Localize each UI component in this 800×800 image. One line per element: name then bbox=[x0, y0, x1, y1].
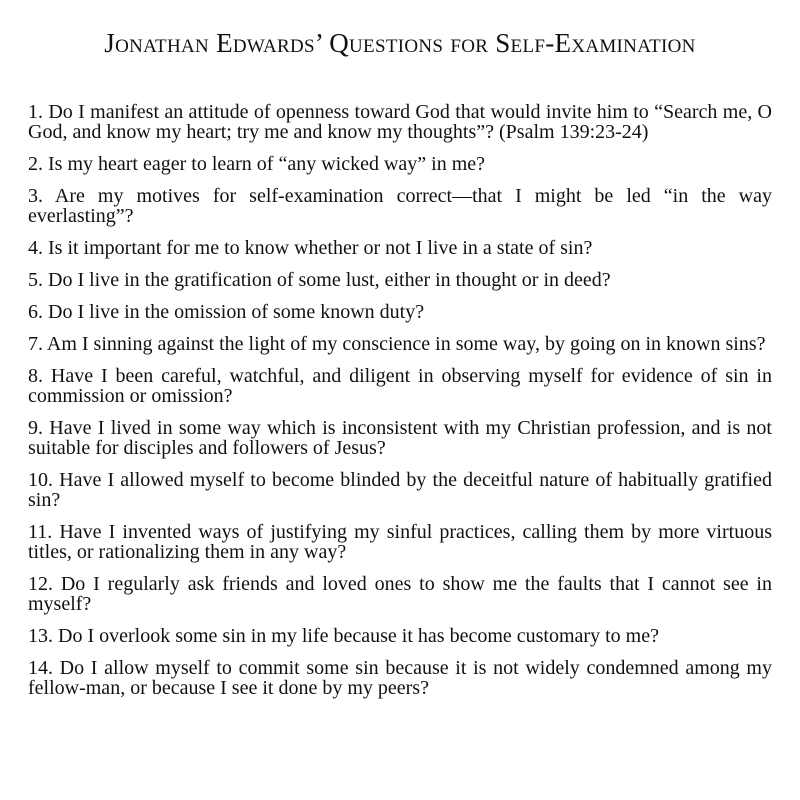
question-item: 14. Do I allow myself to commit some sin because it is not widely condemned among my fellow-man, or because I see it done by my peers? bbox=[28, 657, 772, 699]
question-item: 9. Have I lived in some way which is inconsistent with my Christian profession, and is not suitable for disciples and followers of Jesus? bbox=[28, 417, 772, 459]
question-item: 4. Is it important for me to know whether or not I live in a state of sin? bbox=[28, 237, 593, 259]
question-item: 6. Do I live in the omission of some known duty? bbox=[28, 301, 425, 323]
question-item: 13. Do I overlook some sin in my life because it has become customary to me? bbox=[28, 625, 659, 647]
question-item: 10. Have I allowed myself to become blinded by the deceitful nature of habitually gratified sin? bbox=[28, 469, 772, 511]
question-item: 5. Do I live in the gratification of some lust, either in thought or in deed? bbox=[28, 269, 611, 291]
question-item: 11. Have I invented ways of justifying my sinful practices, calling them by more virtuous titles, or rationalizing them in any way? bbox=[28, 521, 772, 563]
question-item: 3. Are my motives for self-examination correct—that I might be led “in the way everlasting”? bbox=[28, 185, 772, 227]
question-item: 1. Do I manifest an attitude of openness toward God that would invite him to “Search me, O God, and know my heart; try me and know my thoughts”? (Psalm 139:23-24) bbox=[28, 101, 772, 143]
page-title: Jonathan Edwards’ Questions for Self-Examination bbox=[104, 28, 696, 58]
question-item: 12. Do I regularly ask friends and loved ones to show me the faults that I cannot see in myself? bbox=[28, 573, 772, 615]
question-item: 7. Am I sinning against the light of my conscience in some way, by going on in known sins? bbox=[28, 333, 766, 355]
question-list bbox=[28, 102, 772, 698]
question-item: 2. Is my heart eager to learn of “any wicked way” in me? bbox=[28, 153, 486, 175]
question-item: 8. Have I been careful, watchful, and diligent in observing myself for evidence of sin in commission or omission? bbox=[28, 365, 772, 407]
